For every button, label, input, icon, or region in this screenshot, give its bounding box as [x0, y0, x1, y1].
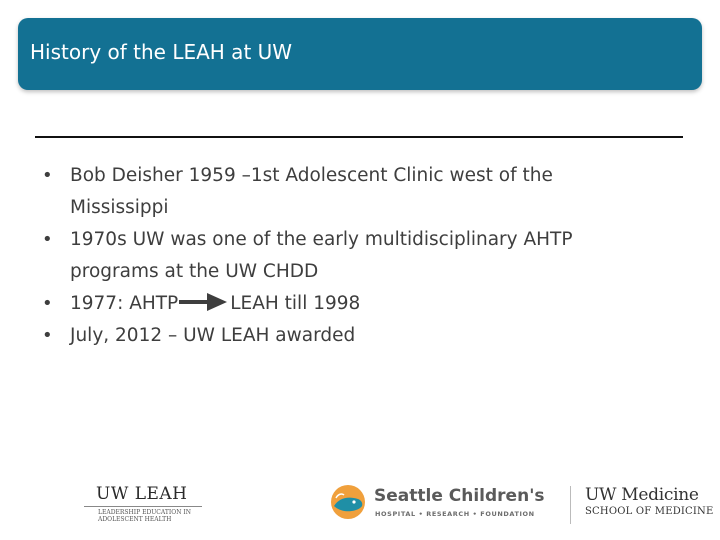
bullet-text: 1977: AHTP: [70, 293, 179, 314]
title-divider: [35, 136, 683, 138]
whale-icon: [330, 484, 366, 520]
bullet-item-2012: [40, 320, 640, 352]
bullet-list: [40, 160, 640, 352]
bullet-item-deisher: [40, 160, 640, 224]
right-arrow-icon: [179, 293, 229, 311]
bullet-text: 1970s UW was one of the early multidisciplinary AHTP programs at the UW CHDD: [70, 229, 573, 282]
bullet-item-1970s: [40, 224, 640, 288]
uw-leah-logo: [84, 484, 202, 530]
uw-leah-logo-subtitle: LEADERSHIP EDUCATION IN ADOLESCENT HEALTH: [98, 509, 191, 523]
logo-divider: [570, 486, 571, 524]
uw-medicine-name: UW Medicine: [585, 485, 699, 505]
seattle-childrens-tagline: HOSPITAL • RESEARCH • FOUNDATION: [375, 510, 535, 518]
bullet-text: LEAH till 1998: [230, 293, 361, 314]
title-bar: [18, 18, 702, 90]
uw-medicine-subtitle: SCHOOL OF MEDICINE: [585, 506, 714, 517]
uw-leah-logo-name: UW LEAH: [84, 484, 202, 507]
slide-title: History of the LEAH at UW: [30, 40, 293, 64]
bullet-item-1977: [40, 288, 640, 320]
seattle-childrens-name: Seattle Children's: [374, 486, 545, 506]
bullet-text: July, 2012 – UW LEAH awarded: [70, 325, 356, 346]
seattle-childrens-logo: [330, 484, 560, 524]
footer-logos: [0, 470, 720, 540]
bullet-text: Bob Deisher 1959 –1st Adolescent Clinic west of the Mississippi: [70, 165, 553, 218]
uw-medicine-logo: [585, 485, 713, 525]
